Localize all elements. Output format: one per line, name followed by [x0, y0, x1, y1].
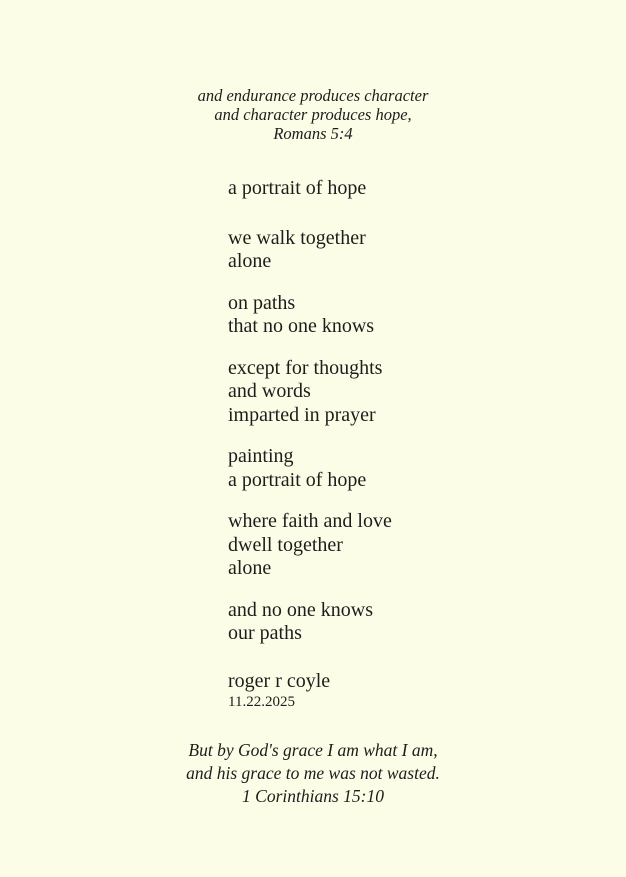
poem-line: dwell together	[228, 533, 343, 556]
poem-author: roger r coyle	[228, 669, 331, 692]
epigraph-top-citation: Romans 5:4	[273, 124, 353, 143]
poem-line: and no one knows	[228, 598, 373, 621]
author-block	[228, 670, 626, 712]
stanza-1	[228, 227, 626, 274]
poem-line: alone	[228, 250, 272, 272]
poem-date: 11.22.2025	[228, 694, 295, 710]
stanza-6	[228, 599, 626, 646]
poem-line: on paths	[228, 291, 296, 314]
poem-body	[228, 177, 626, 711]
poem-line: painting	[228, 445, 294, 467]
stanza-3	[228, 357, 626, 428]
epigraph-bottom-line-1: But by God's grace I am what I am,	[188, 740, 438, 760]
stanza-2	[228, 292, 626, 339]
poem-line: a portrait of hope	[228, 468, 367, 491]
poem-line: where faith and love	[228, 510, 392, 532]
epigraph-top	[0, 0, 626, 143]
poem-line: we walk together	[228, 226, 366, 249]
epigraph-bottom	[0, 739, 626, 808]
poem-title: a portrait of hope	[228, 177, 367, 199]
epigraph-top-line-1: and endurance produces character	[197, 86, 429, 105]
epigraph-bottom-citation: 1 Corinthians 15:10	[242, 786, 384, 806]
poem-line: except for thoughts	[228, 356, 383, 379]
epigraph-top-line-2: and character produces hope,	[214, 105, 412, 124]
stanza-4	[228, 445, 626, 492]
poem-line: that no one knows	[228, 315, 375, 337]
poem-line: our paths	[228, 622, 302, 644]
poem-line: imparted in prayer	[228, 403, 376, 426]
epigraph-bottom-line-2: and his grace to me was not wasted.	[186, 763, 440, 783]
poem-line: and words	[228, 380, 311, 402]
stanza-5	[228, 510, 626, 581]
poem-line: alone	[228, 557, 272, 579]
